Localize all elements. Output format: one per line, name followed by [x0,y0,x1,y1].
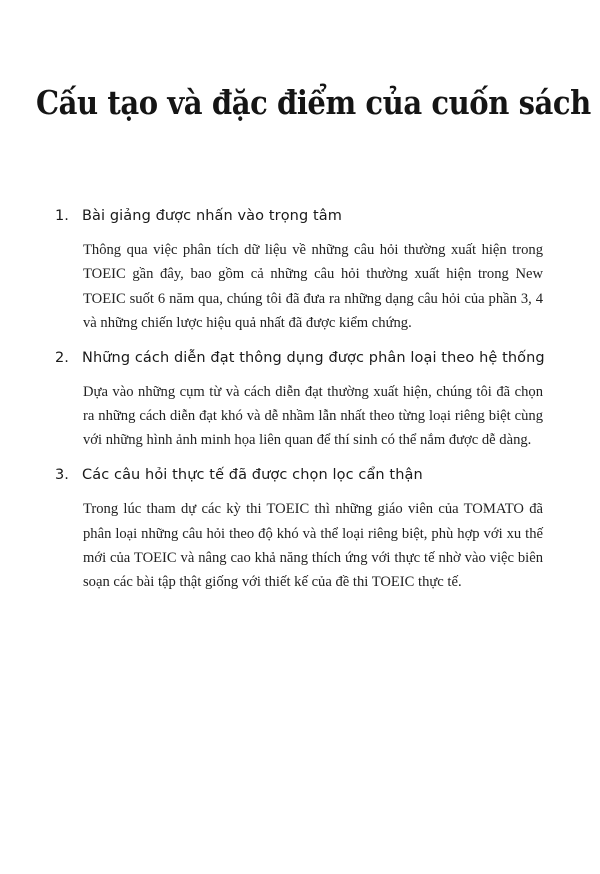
page-title: Cấu tạo và đặc điểm của cuốn sách [36,83,591,122]
section-heading-text: Bài giảng được nhấn vào trọng tâm [82,208,342,224]
section-number: 1. [55,208,69,224]
section-body: Trong lúc tham dự các kỳ thi TOEIC thì những giáo viên của TOMATO đã phân loại những câu hỏi theo độ khó và thể loại riêng biệt, phù hợp với xu thế mới của TOEIC và nâng cao khả năng thích ứng với thực tế nhờ vào việc biên soạn các bài tập thật giống với thiết kế của đề thi TOEIC thực tế. [83,501,543,591]
section-heading [55,467,555,493]
section-heading-text: Các câu hỏi thực tế đã được chọn lọc cẩn thận [82,467,423,484]
section-heading [55,208,555,234]
section-body: Dựa vào những cụm từ và cách diễn đạt thường xuất hiện, chúng tôi đã chọn ra những cách diễn đạt khó và dễ nhầm lẫn nhất theo từng loại riêng biệt cùng với những hình ảnh minh họa liên quan để thí sinh có thể nắm được dễ dàng. [83,383,543,449]
section-body: Thông qua việc phân tích dữ liệu về những câu hỏi thường xuất hiện trong TOEIC gần đây, bao gồm cả những câu hỏi thường xuất hiện trong New TOEIC suốt 6 năm qua, chúng tôi đã đưa ra những dạng câu hỏi của phần 3, 4 và những chiến lược hiệu quả nhất đã được kiểm chứng. [83,242,543,331]
section-number: 3. [55,467,69,484]
feature-section-1 [55,208,555,335]
section-heading [55,350,555,376]
section-number: 2. [55,349,69,366]
section-heading-text: Những cách diễn đạt thông dụng được phân loại theo hệ thống [82,349,545,366]
feature-list [55,208,555,609]
feature-section-2 [55,350,555,453]
feature-section-3 [55,467,555,594]
